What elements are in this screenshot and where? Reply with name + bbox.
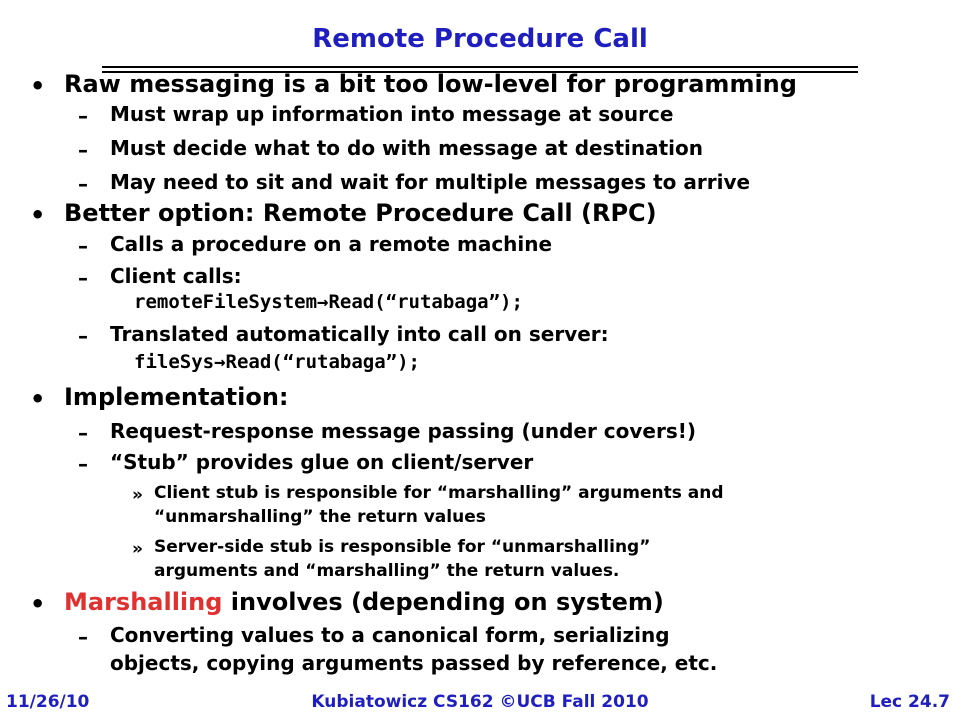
sub-bullet-continued: objects, copying arguments passed by reference, etc. — [110, 651, 718, 675]
bullet-marker: • — [30, 590, 46, 618]
dash-marker: – — [78, 421, 88, 445]
sub-bullet: May need to sit and wait for multiple messages to arrive — [110, 170, 751, 194]
highlight-marshalling: Marshalling — [64, 588, 223, 616]
bullet-implementation: Implementation: — [64, 383, 289, 411]
sub-sub-bullet-continued: arguments and “marshalling” the return values. — [154, 561, 620, 581]
sub-bullet: Must decide what to do with message at destination — [110, 136, 704, 160]
dash-marker: – — [78, 138, 88, 162]
bullet-marker: • — [30, 72, 46, 100]
title-divider — [102, 66, 858, 68]
bullet-marshalling-rest: involves (depending on system) — [222, 588, 664, 616]
footer-course: Kubiatowicz CS162 ©UCB Fall 2010 — [311, 692, 649, 712]
dash-marker: – — [78, 234, 88, 258]
bullet-marker: • — [30, 201, 46, 229]
code-snippet-server: fileSys→Read(“rutabaga”); — [134, 351, 420, 373]
dash-marker: – — [78, 172, 88, 196]
sub-bullet: Translated automatically into call on server: — [110, 322, 609, 346]
footer-lecture: Lec 24.7 — [869, 692, 950, 712]
bullet-marker: • — [30, 385, 46, 413]
sub-sub-bullet: Server-side stub is responsible for “unmarshalling” — [154, 537, 651, 557]
sub-bullet: “Stub” provides glue on client/server — [110, 450, 534, 474]
dash-marker: – — [78, 104, 88, 128]
bullet-raw-messaging: Raw messaging is a bit too low-level for programming — [64, 70, 797, 98]
code-snippet-client: remoteFileSystem→Read(“rutabaga”); — [134, 291, 523, 313]
slide-title: Remote Procedure Call — [312, 24, 648, 54]
dash-marker: – — [78, 625, 88, 649]
sub-bullet: Calls a procedure on a remote machine — [110, 232, 553, 256]
dash-marker: – — [78, 266, 88, 290]
bullet-marshalling — [64, 590, 664, 614]
sub-sub-marker: » — [132, 539, 143, 559]
sub-bullet: Request-response message passing (under covers!) — [110, 419, 697, 443]
sub-bullet: Must wrap up information into message at source — [110, 102, 674, 126]
dash-marker: – — [78, 452, 88, 476]
bullet-better-option: Better option: Remote Procedure Call (RPC) — [64, 199, 657, 227]
sub-sub-bullet: Client stub is responsible for “marshalling” arguments and — [154, 483, 724, 503]
sub-sub-bullet-continued: “unmarshalling” the return values — [154, 507, 486, 527]
sub-bullet: Client calls: — [110, 264, 242, 288]
sub-sub-marker: » — [132, 485, 143, 505]
sub-bullet: Converting values to a canonical form, serializing — [110, 623, 670, 647]
dash-marker: – — [78, 324, 88, 348]
footer-date: 11/26/10 — [6, 692, 90, 712]
